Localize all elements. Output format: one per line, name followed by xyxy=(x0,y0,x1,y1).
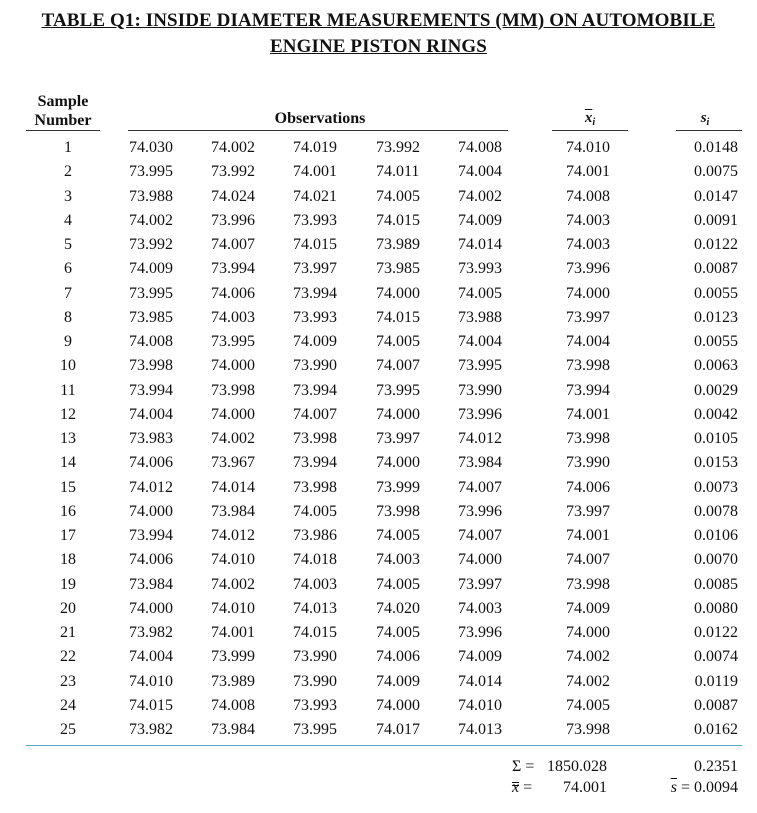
observation-cell: 74.000 xyxy=(129,599,173,617)
observation-cell: 73.994 xyxy=(293,381,337,399)
s-cell: 0.0105 xyxy=(694,430,738,447)
xbar-cell: 74.004 xyxy=(566,333,610,350)
xbar-cell: 74.001 xyxy=(566,405,610,423)
observation-cell: 73.984 xyxy=(211,502,255,520)
xbar-header xyxy=(560,110,620,128)
sample-number-cell: 25 xyxy=(60,721,76,738)
sample-number-cell: 19 xyxy=(60,575,76,593)
observation-cell: 74.002 xyxy=(211,139,255,156)
observation-cell: 73.984 xyxy=(211,721,255,738)
observation-cell: 74.003 xyxy=(458,599,502,617)
observation-cell: 73.990 xyxy=(293,357,337,375)
observation-cell: 73.995 xyxy=(129,284,173,302)
s-cell: 0.0055 xyxy=(694,333,738,350)
observation-cell: 73.994 xyxy=(129,527,173,544)
observation-cell: 73.997 xyxy=(293,260,337,278)
observation-cell: 73.996 xyxy=(458,405,502,423)
s-subscript: i xyxy=(706,117,710,128)
observation-cell: 74.008 xyxy=(211,696,255,714)
s-cell: 0.0070 xyxy=(694,551,738,569)
table-row xyxy=(0,379,757,403)
observation-cell: 73.995 xyxy=(376,381,420,399)
sample-number-cell: 20 xyxy=(60,599,76,617)
s-cell: 0.0080 xyxy=(694,599,738,617)
observation-cell: 73.999 xyxy=(376,478,420,496)
observation-cell: 74.008 xyxy=(129,333,173,350)
xbar-cell: 73.996 xyxy=(566,260,610,278)
s-cell: 0.0063 xyxy=(694,357,738,375)
observation-cell: 74.005 xyxy=(376,187,420,205)
observation-cell: 73.998 xyxy=(129,357,173,375)
xbar-cell: 73.997 xyxy=(566,502,610,520)
xbar-symbol: $\overline{x}$ xyxy=(584,110,593,126)
observation-cell: 73.997 xyxy=(458,575,502,593)
observation-cell: 74.003 xyxy=(211,308,255,326)
observation-cell: 74.015 xyxy=(293,236,337,253)
observation-cell: 73.996 xyxy=(458,624,502,641)
observation-cell: 73.995 xyxy=(293,721,337,738)
observation-cell: 73.995 xyxy=(211,333,255,350)
sample-number-cell: 13 xyxy=(60,430,76,447)
sample-number-cell: 14 xyxy=(60,454,76,472)
table-row xyxy=(0,330,757,354)
observation-cell: 73.989 xyxy=(376,236,420,253)
observation-cell: 73.984 xyxy=(458,454,502,472)
observation-cell: 73.989 xyxy=(211,672,255,690)
table-row xyxy=(0,136,757,160)
observation-cell: 73.997 xyxy=(376,430,420,447)
observation-cell: 74.002 xyxy=(129,211,173,229)
sample-number-cell: 4 xyxy=(64,211,72,229)
observation-cell: 74.010 xyxy=(211,551,255,569)
observation-cell: 73.994 xyxy=(211,260,255,278)
table-row xyxy=(0,476,757,500)
observation-cell: 74.006 xyxy=(211,284,255,302)
s-cell: 0.0122 xyxy=(694,236,738,253)
s-cell: 0.0055 xyxy=(694,284,738,302)
sample-number-cell: 1 xyxy=(64,139,72,156)
observation-cell: 74.002 xyxy=(458,187,502,205)
table-row xyxy=(0,694,757,718)
observation-cell: 74.005 xyxy=(458,284,502,302)
xbar-cell: 73.997 xyxy=(566,308,610,326)
table-row xyxy=(0,427,757,451)
observation-cell: 74.030 xyxy=(129,139,173,156)
observations-header: Observations xyxy=(274,110,366,127)
table-row xyxy=(0,548,757,572)
table-row xyxy=(0,645,757,669)
xbar-cell: 74.000 xyxy=(566,624,610,641)
observation-cell: 74.010 xyxy=(211,599,255,617)
observation-cell: 73.998 xyxy=(293,478,337,496)
observation-cell: 73.995 xyxy=(458,357,502,375)
table-row xyxy=(0,670,757,694)
s-symbol: s xyxy=(700,110,707,126)
observation-cell: 74.009 xyxy=(458,211,502,229)
observation-cell: 74.012 xyxy=(458,430,502,447)
observation-cell: 74.000 xyxy=(376,284,420,302)
sample-number-cell: 22 xyxy=(60,648,76,666)
s-cell: 0.0148 xyxy=(694,139,738,156)
observation-cell: 73.992 xyxy=(211,163,255,181)
xbar-cell: 74.001 xyxy=(566,527,610,544)
xbar-cell: 73.998 xyxy=(566,357,610,375)
observation-cell: 74.013 xyxy=(293,599,337,617)
s-cell: 0.0091 xyxy=(694,211,738,229)
observation-cell: 74.005 xyxy=(376,527,420,544)
xbar-cell: 73.998 xyxy=(566,575,610,593)
sample-number-cell: 23 xyxy=(60,672,76,690)
xbar-cell: 74.009 xyxy=(566,599,610,617)
s-cell: 0.0078 xyxy=(694,502,738,520)
observation-cell: 73.988 xyxy=(129,187,173,205)
sbar-value xyxy=(664,777,738,799)
s-cell: 0.0075 xyxy=(694,163,738,181)
xbar-cell: 74.000 xyxy=(566,284,610,302)
s-header xyxy=(680,110,730,128)
observation-cell: 74.007 xyxy=(211,236,255,253)
observation-cell: 73.985 xyxy=(129,308,173,326)
observation-cell: 73.996 xyxy=(458,502,502,520)
observation-cell: 73.983 xyxy=(129,430,173,447)
observation-cell: 73.998 xyxy=(376,502,420,520)
observation-cell: 74.005 xyxy=(376,624,420,641)
s-cell: 0.0087 xyxy=(694,260,738,278)
xbar-cell: 74.005 xyxy=(566,696,610,714)
sample-number-cell: 17 xyxy=(60,527,76,544)
observation-cell: 73.984 xyxy=(129,575,173,593)
sample-number-cell: 3 xyxy=(64,187,72,205)
sample-number-cell: 16 xyxy=(60,502,76,520)
xbar-cell: 74.001 xyxy=(566,163,610,181)
table-row xyxy=(0,718,757,742)
observation-cell: 74.001 xyxy=(211,624,255,641)
observation-cell: 74.005 xyxy=(293,502,337,520)
observation-cell: 74.008 xyxy=(458,139,502,156)
sample-number-cell: 6 xyxy=(64,260,72,278)
data-table-body xyxy=(0,136,757,742)
observation-cell: 73.990 xyxy=(293,648,337,666)
observation-cell: 74.004 xyxy=(458,333,502,350)
observation-cell: 73.993 xyxy=(293,308,337,326)
observation-cell: 74.024 xyxy=(211,187,255,205)
observation-cell: 74.015 xyxy=(376,211,420,229)
s-cell: 0.0029 xyxy=(694,381,738,399)
observations-header-rule xyxy=(128,130,508,131)
observation-cell: 74.019 xyxy=(293,139,337,156)
xbar-cell: 74.006 xyxy=(566,478,610,496)
s-header-rule xyxy=(676,130,742,131)
observation-cell: 73.999 xyxy=(211,648,255,666)
sample-number-cell: 18 xyxy=(60,551,76,569)
observation-cell: 74.017 xyxy=(376,721,420,738)
observation-cell: 73.994 xyxy=(129,381,173,399)
sample-number-cell: 11 xyxy=(60,381,76,399)
observation-cell: 74.007 xyxy=(293,405,337,423)
observation-cell: 74.001 xyxy=(293,163,337,181)
observation-cell: 74.005 xyxy=(376,333,420,350)
observation-cell: 74.014 xyxy=(458,672,502,690)
table-row xyxy=(0,524,757,548)
s-cell: 0.0073 xyxy=(694,478,738,496)
s-cell: 0.0087 xyxy=(694,696,738,714)
sample-number-cell: 8 xyxy=(64,308,72,326)
observation-cell: 74.006 xyxy=(376,648,420,666)
observation-cell: 74.014 xyxy=(458,236,502,253)
sbar-rest: = 0.0094 xyxy=(676,779,738,796)
xbar-cell: 74.010 xyxy=(566,139,610,156)
observation-cell: 73.998 xyxy=(293,430,337,447)
observation-cell: 74.004 xyxy=(129,648,173,666)
observation-cell: 74.000 xyxy=(211,405,255,423)
observation-cell: 74.010 xyxy=(458,696,502,714)
table-row xyxy=(0,621,757,645)
observation-cell: 73.993 xyxy=(293,696,337,714)
s-cell: 0.0162 xyxy=(694,721,738,738)
xbar-cell: 74.003 xyxy=(566,211,610,229)
observation-cell: 73.990 xyxy=(293,672,337,690)
observation-cell: 74.006 xyxy=(129,551,173,569)
observation-cell: 73.993 xyxy=(458,260,502,278)
observation-cell: 73.985 xyxy=(376,260,420,278)
observation-cell: 74.010 xyxy=(129,672,173,690)
sample-number-cell: 9 xyxy=(64,333,72,350)
sample-header-rule xyxy=(26,130,100,131)
sample-number-cell: 15 xyxy=(60,478,76,496)
observation-cell: 73.998 xyxy=(211,381,255,399)
observation-cell: 74.015 xyxy=(376,308,420,326)
observation-cell: 73.990 xyxy=(458,381,502,399)
xbarbar-symbol: x xyxy=(512,779,520,796)
observation-cell: 73.986 xyxy=(293,527,337,544)
sample-number-cell: 2 xyxy=(64,163,72,181)
observation-cell: 73.996 xyxy=(211,211,255,229)
observation-cell: 74.021 xyxy=(293,187,337,205)
observation-cell: 74.013 xyxy=(458,721,502,738)
grand-mean-label xyxy=(512,777,532,799)
table-row xyxy=(0,209,757,233)
sample-number-header xyxy=(26,92,100,130)
observation-cell: 74.007 xyxy=(458,527,502,544)
observation-cell: 73.994 xyxy=(293,454,337,472)
observation-cell: 73.982 xyxy=(129,721,173,738)
grand-mean-value: 74.001 xyxy=(563,779,607,796)
observation-cell: 74.003 xyxy=(293,575,337,593)
observation-cell: 73.992 xyxy=(129,236,173,253)
xbar-cell: 74.002 xyxy=(566,648,610,666)
observation-cell: 73.982 xyxy=(129,624,173,641)
observation-cell: 74.012 xyxy=(129,478,173,496)
observation-cell: 74.006 xyxy=(129,454,173,472)
sample-header-line2: Number xyxy=(34,112,92,129)
observation-cell: 74.009 xyxy=(458,648,502,666)
table-title xyxy=(0,8,757,60)
xbar-subscript: i xyxy=(592,117,596,128)
observation-cell: 74.002 xyxy=(211,430,255,447)
xbar-cell: 74.008 xyxy=(566,187,610,205)
s-cell: 0.0122 xyxy=(694,624,738,641)
observation-cell: 74.007 xyxy=(376,357,420,375)
table-row xyxy=(0,500,757,524)
xbar-cell: 73.998 xyxy=(566,721,610,738)
observation-cell: 74.009 xyxy=(293,333,337,350)
observation-cell: 73.988 xyxy=(458,308,502,326)
xbar-cell: 74.003 xyxy=(566,236,610,253)
sample-number-cell: 24 xyxy=(60,696,76,714)
observation-cell: 74.000 xyxy=(458,551,502,569)
table-row xyxy=(0,233,757,257)
sample-number-cell: 5 xyxy=(64,236,72,253)
observation-cell: 73.992 xyxy=(376,139,420,156)
sample-number-cell: 10 xyxy=(60,357,76,375)
observation-cell: 74.015 xyxy=(129,696,173,714)
s-cell: 0.0074 xyxy=(694,648,738,666)
observation-cell: 74.011 xyxy=(376,163,420,181)
observation-cell: 74.012 xyxy=(211,527,255,544)
sample-header-line1: Sample xyxy=(37,93,89,110)
observation-cell: 74.015 xyxy=(293,624,337,641)
table-bottom-rule xyxy=(26,745,742,746)
observation-cell: 74.002 xyxy=(211,575,255,593)
table-row xyxy=(0,306,757,330)
observation-cell: 74.007 xyxy=(458,478,502,496)
observation-cell: 74.004 xyxy=(129,405,173,423)
s-cell: 0.0106 xyxy=(694,527,738,544)
s-cell: 0.0085 xyxy=(694,575,738,593)
s-cell: 0.0153 xyxy=(694,454,738,472)
observation-cell: 73.994 xyxy=(293,284,337,302)
sigma-xbar-total: 1850.028 xyxy=(547,758,607,775)
observation-cell: 74.018 xyxy=(293,551,337,569)
xbar-cell: 74.007 xyxy=(566,551,610,569)
sample-number-cell: 21 xyxy=(60,624,76,641)
table-row xyxy=(0,257,757,281)
observation-cell: 73.967 xyxy=(211,454,255,472)
sample-number-cell: 12 xyxy=(60,405,76,423)
table-row xyxy=(0,185,757,209)
s-cell: 0.0119 xyxy=(694,672,738,690)
xbar-cell: 73.994 xyxy=(566,381,610,399)
observation-cell: 74.003 xyxy=(376,551,420,569)
xbar-cell: 74.002 xyxy=(566,672,610,690)
table-row xyxy=(0,282,757,306)
observation-cell: 74.000 xyxy=(211,357,255,375)
sigma-label: Σ = xyxy=(512,758,535,775)
table-row xyxy=(0,403,757,427)
s-cell: 0.0042 xyxy=(694,405,738,423)
sigma-s-total: 0.2351 xyxy=(694,758,738,775)
table-title-line1: TABLE Q1: INSIDE DIAMETER MEASUREMENTS (MM) ON AUTOMOBILE xyxy=(41,10,716,31)
s-cell: 0.0123 xyxy=(694,308,738,326)
observation-cell: 73.995 xyxy=(129,163,173,181)
observation-cell: 74.000 xyxy=(376,454,420,472)
observation-cell: 73.993 xyxy=(293,211,337,229)
s-cell: 0.0147 xyxy=(694,187,738,205)
observation-cell: 74.005 xyxy=(376,575,420,593)
table-title-line2: ENGINE PISTON RINGS xyxy=(270,36,487,57)
table-row xyxy=(0,451,757,475)
xbar-header-rule xyxy=(552,130,628,131)
observation-cell: 74.000 xyxy=(129,502,173,520)
observation-cell: 74.020 xyxy=(376,599,420,617)
observation-cell: 74.000 xyxy=(376,405,420,423)
table-row xyxy=(0,354,757,378)
observation-cell: 74.014 xyxy=(211,478,255,496)
observation-cell: 74.004 xyxy=(458,163,502,181)
xbarbar-equals: = xyxy=(523,779,533,796)
table-row xyxy=(0,160,757,184)
table-row xyxy=(0,573,757,597)
xbar-cell: 73.998 xyxy=(566,430,610,447)
observation-cell: 74.009 xyxy=(376,672,420,690)
sbar-symbol: $\overline{s}$ xyxy=(670,779,677,796)
xbar-cell: 73.990 xyxy=(566,454,610,472)
sample-number-cell: 7 xyxy=(64,284,72,302)
observation-cell: 74.009 xyxy=(129,260,173,278)
table-row xyxy=(0,597,757,621)
observation-cell: 74.000 xyxy=(376,696,420,714)
